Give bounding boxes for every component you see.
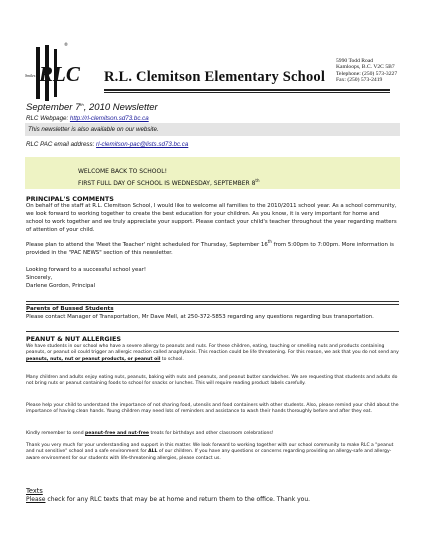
principals-closing bbox=[26, 266, 398, 290]
school-name: R.L. Clemitson Elementary School bbox=[104, 69, 326, 85]
bussed-students-text: Please contact Manager of Transportation, Mr Dave Mell, at 250-372-5853 regarding any questions regarding bus transportation. bbox=[26, 314, 374, 320]
allergies-p4-end: treats for birthdays and other classroom celebrations! bbox=[149, 431, 274, 436]
pac-label: RLC PAC email address: bbox=[26, 141, 97, 148]
first-day-line bbox=[78, 178, 260, 187]
para2-sup: th bbox=[267, 239, 272, 244]
section-divider bbox=[26, 331, 399, 332]
address-line: Kamloops, B.C. V2C 5B7 bbox=[336, 64, 395, 71]
para2-text: Please plan to attend the 'Meet the Teacher' night scheduled for Thursday, September 16 bbox=[26, 241, 268, 248]
allergies-p4-text: Kindly remember to send bbox=[26, 431, 86, 436]
school-address bbox=[336, 58, 397, 83]
principals-para-2 bbox=[26, 238, 398, 258]
address-line: Telephone: (250) 573-3227 bbox=[336, 70, 398, 77]
school-logo bbox=[34, 43, 80, 103]
principals-para-1: On behalf of the staff at R.L. Clemitson School, I would like to welcome all families to the 2010/2011 school year. As a school community, we look forward to working together to create the best education for your children. As you know, it is very important for home and school to work together and we truly appreciate your support. Please contact your child's teacher throughout the year regarding matters of attention of your child. bbox=[26, 203, 397, 233]
logo-tagline: Smiles ... bbox=[25, 73, 40, 78]
address-line: 5990 Todd Road bbox=[336, 58, 374, 64]
first-day-sup: th bbox=[255, 178, 260, 183]
pac-email-line bbox=[26, 141, 188, 148]
closing-line: Looking forward to a successful school year! bbox=[26, 267, 146, 273]
allergies-para-4 bbox=[26, 431, 399, 437]
allergies-heading: PEANUT & NUT ALLERGIES bbox=[26, 335, 122, 343]
allergies-p5-emphasis: ALL bbox=[148, 449, 158, 455]
allergies-para-5 bbox=[26, 443, 399, 462]
first-day-text: FIRST FULL DAY OF SCHOOL IS WEDNESDAY, SEPTEMBER 8 bbox=[78, 180, 256, 187]
allergies-para-3: Please help your child to understand the importance of not sharing food, utensils and food containers with other students. Also, please remind your child about the importance of having clean hands. Young children may need lots of reminders and assistance to wash their hands thoroughly before and after they eat. bbox=[26, 403, 399, 415]
texts-please: Please bbox=[26, 496, 46, 503]
webpage-label: RLC Webpage: bbox=[26, 115, 70, 122]
allergies-para-2: Many children and adults enjoy eating nuts, peanuts, baking with nuts and peanuts, and peanut butter sandwiches. We are requesting that students and adults do not bring nuts or peanut containing foods to school for snacks or lunches. This will require reading product labels carefully. bbox=[26, 375, 398, 387]
title-sup: th bbox=[80, 102, 84, 107]
allergies-p4-emphasis: peanut-free and nut-free bbox=[85, 431, 150, 436]
webpage-link[interactable]: http://rl-clemitson.sd73.bc.ca bbox=[69, 115, 149, 122]
logo-letters: RLC bbox=[39, 62, 80, 86]
header-rule bbox=[104, 89, 390, 91]
texts-line bbox=[26, 496, 310, 503]
title-suffix: , 2010 Newsletter bbox=[83, 102, 158, 114]
allergies-p5-text: Thank you very much for your understanding and support in this matter. We look forward to working together with our school community to make RLC a "peanut and nut sensitive" school and a safe environment for bbox=[26, 443, 394, 455]
section-divider bbox=[26, 301, 399, 302]
webpage-line bbox=[26, 115, 149, 122]
closing-line: Sincerely, bbox=[26, 275, 53, 281]
school-logo-graphic bbox=[34, 43, 80, 103]
bussed-students-heading: Parents of Bussed Students bbox=[26, 306, 114, 312]
principals-comments-heading: PRINCIPAL'S COMMENTS bbox=[26, 195, 114, 203]
allergies-p5-end: of our children. If you have any questions or concerns regarding providing an allergy-safe and allergy-aware environment for our students with life-threatening allergies, please contact us. bbox=[26, 449, 392, 461]
para2-suffix: from 5:00pm to 7:00pm. More information is provided in the "PAC NEWS" section of this newsletter. bbox=[26, 241, 394, 256]
newsletter-title bbox=[26, 102, 158, 113]
logo-mark: ® bbox=[64, 42, 68, 47]
section-divider-thin bbox=[26, 304, 399, 305]
texts-heading: Texts bbox=[26, 487, 43, 495]
texts-rest: check for any RLC texts that may be at home and return them to the office. Thank you. bbox=[45, 496, 311, 503]
pac-email-link[interactable]: rl-clemitson-pac@lists.sd73.bc.ca bbox=[96, 141, 189, 148]
welcome-line: WELCOME BACK TO SCHOOL! bbox=[78, 168, 167, 175]
address-line: Fax: (250) 573-2419 bbox=[336, 76, 383, 83]
allergies-p1-end: to school. bbox=[160, 356, 184, 362]
allergies-p1-text: We have students in our school who have a severe allergy to peanuts and nuts. For these children, eating, touching or smelling nuts and products containing peanuts, or peanut oil could trigger an allergic reaction called anaphylaxis. This reaction could be life threatening. For this reason, we ask that you do not send any bbox=[26, 344, 399, 356]
title-date: September 7 bbox=[26, 102, 81, 114]
header-rule-thin bbox=[104, 92, 390, 93]
closing-signature: Darlene Gordon, Principal bbox=[26, 283, 96, 289]
allergies-p1-emphasis: peanuts, nuts, nut or peanut products, or peanut oil bbox=[26, 356, 161, 362]
allergies-para-1 bbox=[26, 344, 399, 363]
notice-text: This newsletter is also available on our website. bbox=[28, 126, 159, 133]
